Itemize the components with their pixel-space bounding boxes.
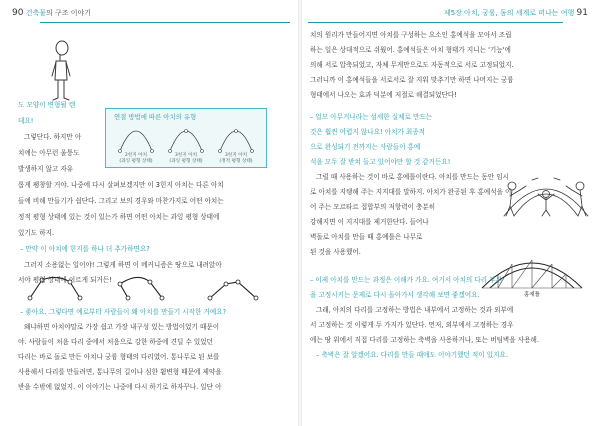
right-text-line: 하는 일은 상대적으로 쉬웠어. 홍예석들은 아치 형태가 지니는 '기능'에 (310, 46, 511, 54)
right-text-line: 로 아치를 지탱해 주는 지지대를 말하지. 아치가 완공된 후 홍예석을 이 (310, 188, 512, 196)
right-text-line: 의해 서로 압축되었고, 자체 무게만으로도 자동적으로 서로 고정되었지. (310, 61, 514, 69)
right-page (302, 0, 600, 426)
right-text-line: 그럴 때 사용하는 것이 바로 홍예틀이란다. 아치를 만드는 동안 임시 (316, 173, 509, 181)
right-text-line: 그래, 아치의 다리를 고정하는 방법은 내부에서 고정하는 것과 외부에 (316, 306, 514, 314)
workers-building-arch-illustration (498, 166, 594, 218)
right-text-line: 강해지면 이 지지대를 제거한단다. 들어나 (310, 218, 429, 226)
left-text-line: 발생하지 않고 자유 (18, 165, 74, 173)
arch-three-hinged-a (170, 131, 202, 151)
left-text-line: 들에 비해 만들기가 쉽단다. 그리고 보의 경우와 마찬가지로 어떤 아치는 (18, 197, 224, 205)
left-text-line: 왜냐하면 아치야말로 가장 쉽고 가장 내구성 있는 방법이었기 때문이 (24, 323, 220, 331)
right-text-line: 것은 훨씬 어렵지 않나요! 아치가 최종적 (310, 128, 426, 136)
left-page-number: 90 (12, 8, 24, 18)
arch-three-hinged-b (220, 131, 252, 151)
left-header-title: 의 구조 이야기 (45, 9, 92, 17)
left-text-line: 야. 사람들이 처음 다리 중에서 처음으로 강한 하중에 견딜 수 있었던 (18, 338, 214, 346)
right-text-line: – 축벽은 잘 알겠어요. 다리를 만들 때에도 이야기했던 적이 있지요. (316, 351, 508, 359)
left-text-line: 다리는 바로 돌로 만든 아치나 궁륭 형태의 다리였어. 통나무로 된 보를 (18, 353, 220, 361)
left-text-line: 도 모양이 변형될 텐 (18, 101, 76, 109)
right-text-line: 서 고정하는 것 이렇게 두 가지가 있단다. 먼저, 외부에서 고정하는 경우 (310, 321, 514, 329)
right-text-line: 어 주는 모르타르 접합부의 저항력이 충분히 (310, 203, 436, 211)
left-text-line: 롭게 팽창할 거야. 나중에 다시 살펴보겠지만 이 3힌지 아치는 다른 아치 (18, 181, 224, 189)
arch-types-box-title: 연결 방법에 따른 아치의 유형 (114, 113, 197, 121)
right-text-line: – 이제 아치를 만드는 과정은 이해가 가요. 여기서 아치의 다리 부분 (310, 276, 502, 284)
left-text-line: 받을 수밖에 없었지. 이 이야기는 나중에 다시 하기로 하자꾸나. 일단 아 (18, 383, 222, 391)
arch-caption-2: 3힌지 아치 (과잉 평형 상태) (169, 153, 203, 164)
left-text-line: 사용해서 다리를 만들려면, 통나무의 길이나 심한 휨변형 때문에 제약을 (18, 368, 222, 376)
left-text-line: – 만약 이 아치에 힌지를 하나 더 추가하면요? (20, 245, 150, 253)
right-header-title: 제5장 아치, 궁륭, 돔의 세계로 떠나는 여행 (443, 9, 575, 17)
left-text-line: 있기도 하지. (18, 229, 55, 237)
right-text-line: – 얼모 아무거나라는 섬세한 실체로 만드는 (310, 113, 433, 121)
right-text-line: 된 것을 사용했어. (310, 248, 361, 256)
left-text-line: 치에는 아무런 울퉁도 (18, 149, 80, 157)
left-text-line: 그러지 소용없는 일이야! 그렇게 하면 이 메커니즘은 땅으로 내려앉아 (24, 261, 222, 269)
right-text-line: 으로 완성되기 전까지는 사람들이 홍예 (310, 143, 421, 151)
left-text-line: – 좋아요. 그렇다면 예로부터 사람들이 왜 아치를 만들기 시작한 거예요? (20, 308, 227, 316)
left-header (12, 8, 91, 18)
arch-caption-1: 2힌지 아치 (과잉 평형 상태) (119, 153, 153, 164)
right-text-line: 그러니까 이 홍예석들을 서로서로 잘 지워 맞추기만 하면 나머지는 궁륭 (310, 76, 514, 84)
arch-two-hinged (120, 131, 152, 151)
right-text-line: 형태에서 나오는 효과 덕분에 저절로 해결되었단다! (310, 91, 457, 99)
right-text-line: 을 고정시키는 문제로 다시 돌아가서 생각해 보면 좋겠어요. (310, 291, 480, 299)
right-text-line: 석을 모두 잘 받쳐 들고 있어야만 할 것 같거든요! (310, 158, 451, 166)
centering-caption: 홍예틀 (524, 292, 540, 298)
left-header-title-accent: 건축물 (25, 9, 46, 17)
right-page-number: 91 (576, 8, 588, 18)
arch-types-box (105, 108, 267, 168)
right-text-line: 치의 원리가 만들어지면 아치를 구성하는 요소인 홍예석을 모아서 조립 (310, 31, 512, 39)
right-header (444, 8, 588, 18)
right-text-line: 벽돌로 아치를 만들 때 홍예틀은 나무로 (310, 233, 423, 241)
left-text-line: 데요! (18, 117, 34, 125)
left-header-rule (40, 22, 290, 23)
right-header-rule (308, 22, 563, 23)
left-text-line: 정적 평형 상태에 있는 것이 있는가 하면 어떤 아치는 과잉 평형 상태에 (18, 213, 220, 221)
arch-caption-3: 3힌지 아치 (정적 평형 상태) (219, 153, 253, 164)
left-page (0, 0, 298, 426)
right-text-line: 에는 땅 위에서 직접 다리를 고정하는 축벽을 사용하거나, 또는 버팀벽을 사용해. (310, 336, 539, 344)
left-text-line: 그렇단다. 하지만 아 (24, 133, 82, 141)
left-text-line: 서야 평형 상태에 이르게 되거든! (18, 276, 112, 284)
stick-figure-illustration (48, 40, 78, 104)
